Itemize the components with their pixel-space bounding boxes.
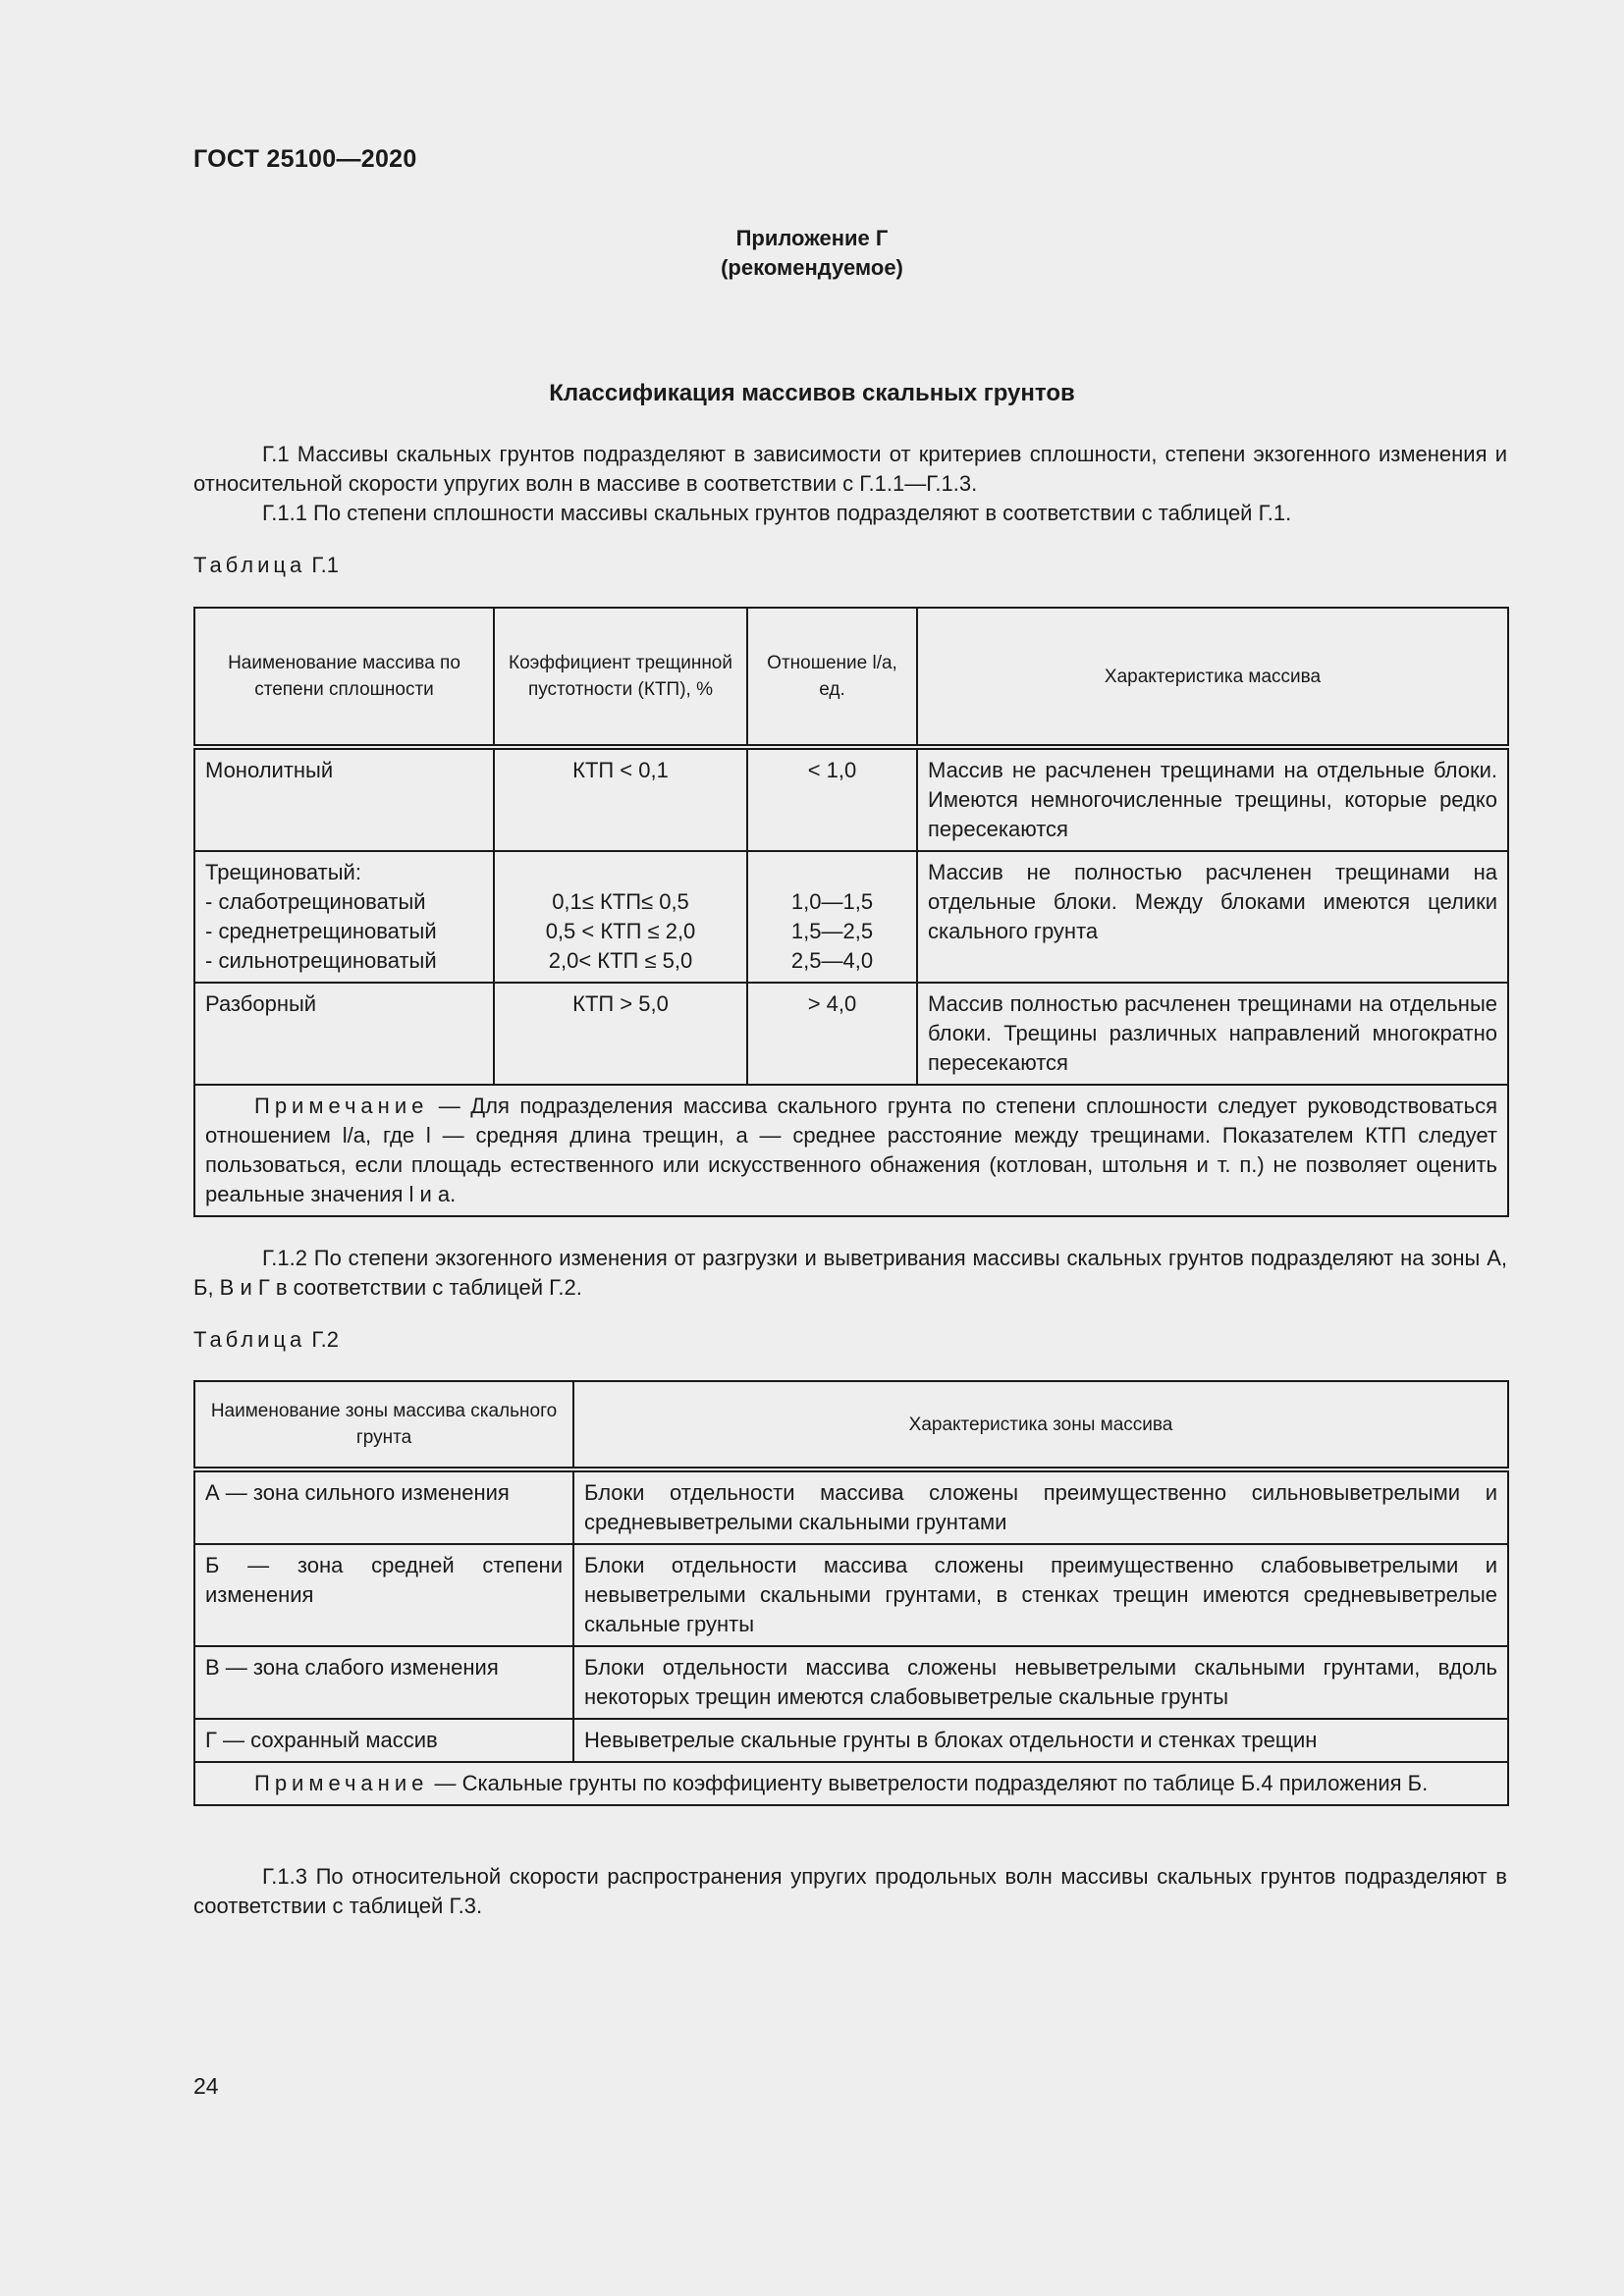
table2-cell-desc: Блоки отдельности массива сложены преимущественно сильновыветрелыми и средневыветрелыми скальными грунтами <box>573 1469 1508 1544</box>
annex-subtitle: (рекомендуемое) <box>721 255 903 280</box>
table2-cell-zone: Б — зона средней степени изменения <box>194 1544 573 1646</box>
table1-caption: Таблица Г.1 <box>193 553 339 577</box>
table2-header-desc: Характеристика зоны массива <box>573 1381 1508 1469</box>
table-row <box>194 1646 1508 1719</box>
table1 <box>193 607 1509 1217</box>
paragraph-g1-1: Г.1.1 По степени сплошности массивы скальных грунтов подразделяют в соответствии с таблицей Г.1. <box>262 501 1292 525</box>
table1-cell-ratio: < 1,0 <box>747 747 917 851</box>
table1-header-ktp: Коэффициент трещинной пустотности (КТП), % <box>494 608 747 747</box>
paragraph-g1-3: Г.1.3 По относительной скорости распространения упругих продольных волн массивы скальных грунтов подразделяют в соответствии с таблицей Г.3. <box>193 1864 1507 1918</box>
table1-cell-desc: Массив не расчленен трещинами на отдельные блоки. Имеются немногочисленные трещины, которые редко пересекаются <box>917 747 1508 851</box>
table1-cell-name: Трещиноватый: - слаботрещиноватый - среднетрещиноватый - сильнотрещиноватый <box>194 851 494 983</box>
table1-cell-ktp: 0,1≤ КТП≤ 0,5 0,5 < КТП ≤ 2,0 2,0< КТП ≤ 5,0 <box>494 851 747 983</box>
table2-cell-zone: Г — сохранный массив <box>194 1719 573 1762</box>
table-note-row <box>194 1085 1508 1216</box>
table1-cell-ratio: > 4,0 <box>747 983 917 1085</box>
table2-cell-zone: А — зона сильного изменения <box>194 1469 573 1544</box>
section-title: Классификация массивов скальных грунтов <box>549 380 1075 406</box>
doc-code: ГОСТ 25100—2020 <box>193 145 417 173</box>
table2-header-zone: Наименование зоны массива скального грунта <box>194 1381 573 1469</box>
table2-note: Примечание — Скальные грунты по коэффициенту выветрелости подразделяют по таблице Б.4 приложения Б. <box>194 1762 1508 1805</box>
table-row <box>194 851 1508 983</box>
table2-cell-desc: Невыветрелые скальные грунты в блоках отдельности и стенках трещин <box>573 1719 1508 1762</box>
table1-cell-name: Монолитный <box>194 747 494 851</box>
table1-cell-desc: Массив не полностью расчленен трещинами на отдельные блоки. Между блоками имеются целики скального грунта <box>917 851 1508 983</box>
table2 <box>193 1380 1509 1806</box>
table-note-row <box>194 1762 1508 1805</box>
page-number: 24 <box>193 2073 219 2099</box>
annex-title: Приложение Г <box>735 226 889 250</box>
table1-cell-name: Разборный <box>194 983 494 1085</box>
paragraph-g1: Г.1 Массивы скальных грунтов подразделяют в зависимости от критериев сплошности, степени экзогенного изменения и относительной скорости упругих волн в массиве в соответствии с Г.1.1—Г.1.3. <box>193 442 1507 496</box>
table1-header-desc: Характеристика массива <box>917 608 1508 747</box>
table1-cell-desc: Массив полностью расчленен трещинами на отдельные блоки. Трещины различных направлений многократно пересекаются <box>917 983 1508 1085</box>
table2-cell-zone: В — зона слабого изменения <box>194 1646 573 1719</box>
table2-caption: Таблица Г.2 <box>193 1327 339 1352</box>
table1-header-ratio: Отношение l/a, ед. <box>747 608 917 747</box>
table2-cell-desc: Блоки отдельности массива сложены невыветрелыми скальными грунтами, вдоль некоторых трещин имеются слабовыветрелые скальные грунты <box>573 1646 1508 1719</box>
table2-cell-desc: Блоки отдельности массива сложены преимущественно слабовыветрелыми и невыветрелыми скальными грунтами, в стенках трещин имеются средневыветрелые скальные грунты <box>573 1544 1508 1646</box>
table-row <box>194 1469 1508 1544</box>
table1-cell-ktp: КТП < 0,1 <box>494 747 747 851</box>
table1-header-name: Наименование массива по степени сплошности <box>194 608 494 747</box>
table1-cell-ktp: КТП > 5,0 <box>494 983 747 1085</box>
table1-cell-ratio: 1,0—1,5 1,5—2,5 2,5—4,0 <box>747 851 917 983</box>
paragraph-g1-2: Г.1.2 По степени экзогенного изменения от разгрузки и выветривания массивы скальных грунтов подразделяют на зоны А, Б, В и Г в соответствии с таблицей Г.2. <box>193 1246 1507 1300</box>
table1-note: Примечание — Для подразделения массива скального грунта по степени сплошности следует руководствоваться отношением l/a, где l — средняя длина трещин, a — среднее расстояние между трещинами. Показателем КТП следует пользоваться, если площадь естественного или искусственного обнажения (котлован, штольня и т. п.) не позволяет оценить реальные значения l и a. <box>194 1085 1508 1216</box>
table-row <box>194 1719 1508 1762</box>
table-row <box>194 747 1508 851</box>
table-row <box>194 983 1508 1085</box>
table-row <box>194 1544 1508 1646</box>
